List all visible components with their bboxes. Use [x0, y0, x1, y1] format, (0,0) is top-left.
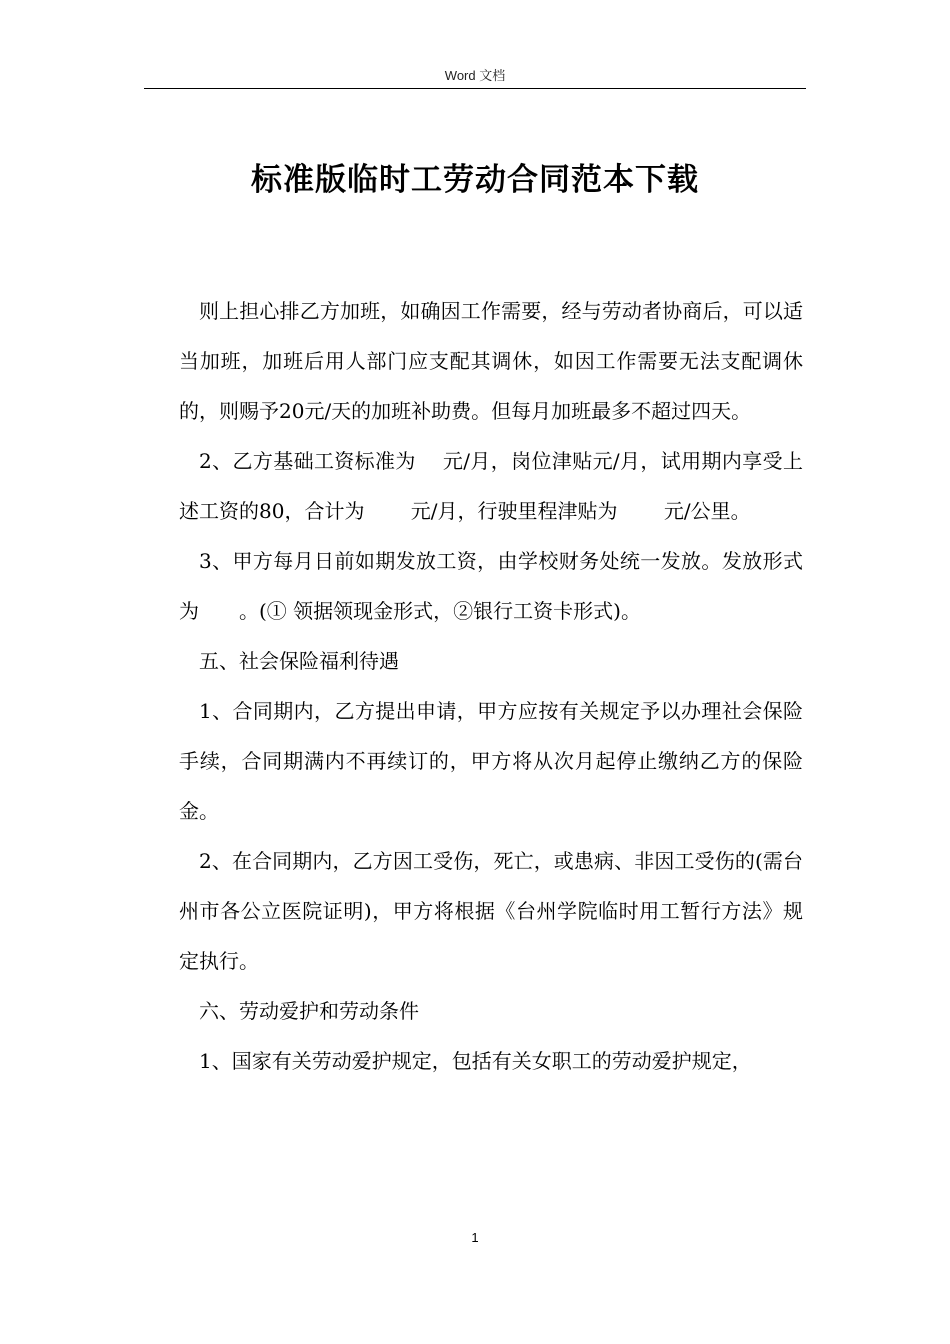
body-paragraph: 则上担心排乙方加班，如确因工作需要，经与劳动者协商后，可以适当加班，加班后用人部门应支配其调休，如因工作需要无法支配调休的，则赐予20元/天的加班补助费。但每月加班最多不超过四天。 — [179, 299, 803, 423]
body-paragraph: 2、乙方基础工资标准为 元/月，岗位津贴元/月，试用期内享受上述工资的80，合计为 元/月，行驶里程津贴为 元/公里。 — [179, 449, 803, 523]
header-rule — [144, 88, 806, 89]
body-paragraph: 3、甲方每月日前如期发放工资，由学校财务处统一发放。发放形式为 。(① 领据领现金形式，②银行工资卡形式)。 — [179, 549, 803, 623]
body-paragraph: 1、国家有关劳动爱护规定，包括有关女职工的劳动爱护规定， — [199, 1049, 752, 1073]
section-heading: 五、社会保险福利待遇 — [199, 649, 399, 673]
section-heading: 六、劳动爱护和劳动条件 — [199, 999, 419, 1023]
page-number: 1 — [471, 1230, 479, 1245]
body-paragraph: 2、在合同期内，乙方因工受伤，死亡，或患病、非因工受伤的(需台州市各公立医院证明)，甲方将根据《台州学院临时用工暂行方法》规定执行。 — [179, 849, 803, 973]
body-paragraph: 1、合同期内，乙方提出申请，甲方应按有关规定予以办理社会保险手续，合同期满内不再续订的，甲方将从次月起停止缴纳乙方的保险金。 — [179, 699, 803, 823]
page-header: Word 文档 — [444, 68, 506, 83]
document-body — [179, 286, 803, 1086]
document-title: 标准版临时工劳动合同范本下载 — [251, 162, 699, 198]
